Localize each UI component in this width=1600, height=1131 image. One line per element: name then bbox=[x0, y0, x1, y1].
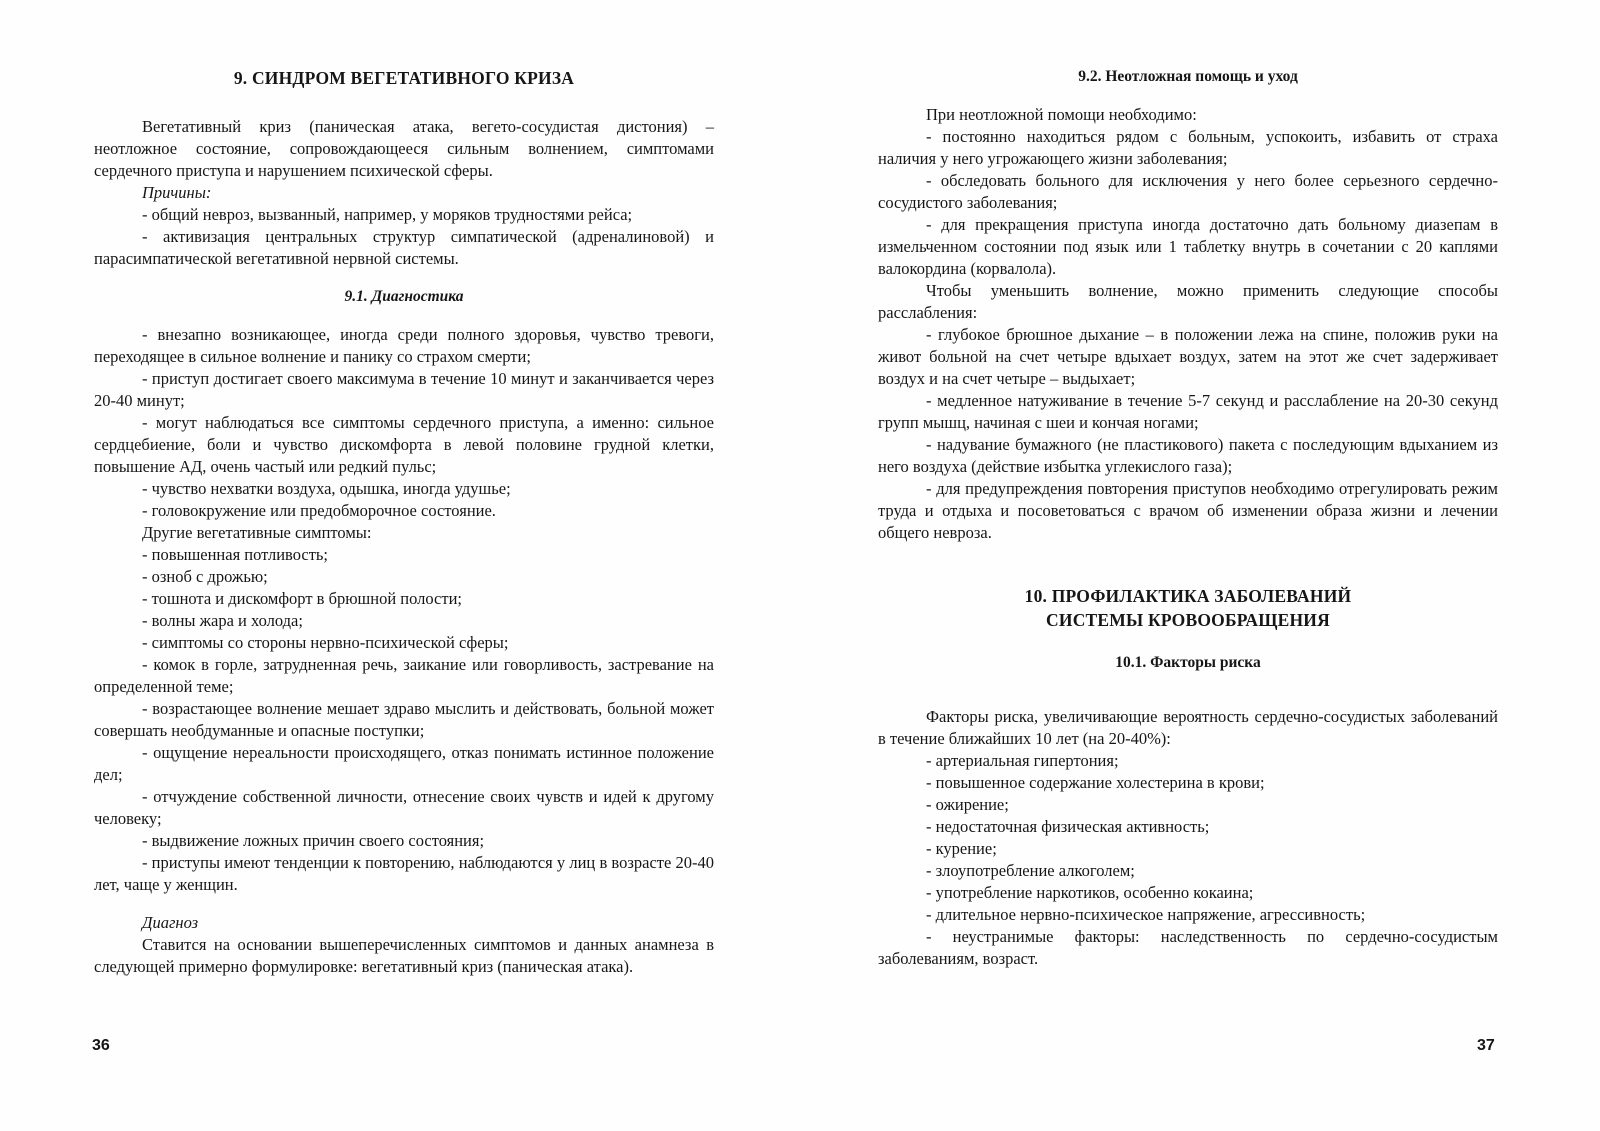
list-item: - постоянно находиться рядом с больным, успокоить, избавить от страха наличия у него угрожающего жизни заболевания; bbox=[878, 127, 1498, 168]
paragraph: Факторы риска, увеличивающие вероятность сердечно-сосудистых заболеваний в течение ближайших 10 лет (на 20-40%): bbox=[878, 707, 1498, 748]
list-item: - комок в горле, затрудненная речь, заикание или говорливость, застревание на определенной теме; bbox=[94, 655, 714, 696]
chapter-title: 9. СИНДРОМ ВЕГЕТАТИВНОГО КРИЗА bbox=[233, 68, 575, 88]
list-item: - волны жара и холода; bbox=[142, 611, 303, 630]
list-item: - обследовать больного для исключения у него более серьезного сердечно-сосудистого заболевания; bbox=[878, 171, 1498, 212]
paragraph: При неотложной помощи необходимо: bbox=[926, 105, 1197, 124]
list-item: - озноб с дрожью; bbox=[142, 567, 268, 586]
list-item: - курение; bbox=[926, 839, 997, 858]
list-item: - выдвижение ложных причин своего состояния; bbox=[142, 831, 485, 850]
page-number: 36 bbox=[92, 1037, 110, 1054]
list-item: - для предупреждения повторения приступов необходимо отрегулировать режим труда и отдыха и посоветоваться с врачом об изменении образа жизни и лечении общего невроза. bbox=[878, 479, 1498, 542]
list-item: - отчуждение собственной личности, отнесение своих чувств и идей к другому человеку; bbox=[94, 787, 714, 828]
list-item: - медленное натуживание в течение 5-7 секунд и расслабление на 20-30 секунд групп мышц, начиная с шеи и кончая ногами; bbox=[878, 391, 1498, 432]
list-item: Другие вегетативные симптомы: bbox=[142, 523, 372, 542]
subsection-title: 10.1. Факторы риска bbox=[1115, 654, 1261, 671]
list-item: - неустранимые факторы: наследственность по сердечно-сосудистым заболеваниям, возраст. bbox=[878, 927, 1498, 968]
list-item: - ожирение; bbox=[926, 795, 1009, 814]
list-item: - ощущение нереальности происходящего, отказ понимать истинное положение дел; bbox=[94, 743, 714, 784]
list-item: - злоупотребление алкоголем; bbox=[926, 861, 1135, 880]
chapter-title-line-2: СИСТЕМЫ КРОВООБРАЩЕНИЯ bbox=[1046, 610, 1330, 630]
list-item: - повышенное содержание холестерина в крови; bbox=[926, 773, 1265, 792]
chapter-title-line-1: 10. ПРОФИЛАКТИКА ЗАБОЛЕВАНИЙ bbox=[1024, 586, 1352, 606]
list-item: - повышенная потливость; bbox=[142, 545, 329, 564]
list-item: - длительное нервно-психическое напряжение, агрессивность; bbox=[926, 905, 1366, 924]
list-item: - возрастающее волнение мешает здраво мыслить и действовать, больной может совершать необдуманные и опасные поступки; bbox=[94, 699, 714, 740]
list-item: - артериальная гипертония; bbox=[926, 751, 1119, 770]
right-page bbox=[800, 0, 1600, 1131]
paragraph: Вегетативный криз (паническая атака, вегето-сосудистая дистония) – неотложное состояние, сопровождающееся сильным волнением, симптомами сердечного приступа и нарушением психической сферы. bbox=[94, 117, 714, 180]
list-item: - приступ достигает своего максимума в течение 10 минут и заканчивается через 20-40 минут; bbox=[94, 369, 714, 410]
paragraph: - активизация центральных структур симпатической (адреналиновой) и парасимпатической вегетативной нервной системы. bbox=[94, 227, 714, 268]
page-number: 37 bbox=[1477, 1037, 1495, 1054]
paragraph: - общий невроз, вызванный, например, у моряков трудностями рейса; bbox=[142, 205, 633, 224]
paragraph: Ставится на основании вышеперечисленных симптомов и данных анамнеза в следующей примерно формулировке: вегетативный криз (паническая атака). bbox=[94, 935, 714, 976]
list-item: - головокружение или предобморочное состояние. bbox=[142, 501, 496, 520]
section-title: 9.2. Неотложная помощь и уход bbox=[1078, 68, 1298, 85]
left-page-content bbox=[94, 66, 714, 978]
list-item: - глубокое брюшное дыхание – в положении лежа на спине, положив руки на живот больной на счет четыре вдыхает воздух, затем на этот же счет задерживает воздух и на счет четыре – выдыхает; bbox=[878, 325, 1498, 388]
list-item: - симптомы со стороны нервно-психической сферы; bbox=[142, 633, 509, 652]
causes-label: Причины: bbox=[142, 183, 212, 202]
right-page-content bbox=[878, 66, 1498, 970]
list-item: - приступы имеют тенденции к повторению, наблюдаются у лиц в возрасте 20-40 лет, чаще у женщин. bbox=[94, 853, 714, 894]
list-item: - тошнота и дискомфорт в брюшной полости; bbox=[142, 589, 462, 608]
paragraph: Чтобы уменьшить волнение, можно применить следующие способы расслабления: bbox=[878, 281, 1498, 322]
list-item: - чувство нехватки воздуха, одышка, иногда удушье; bbox=[142, 479, 511, 498]
list-item: - для прекращения приступа иногда достаточно дать больному диазепам в измельченном состоянии под язык или 1 таблетку внутрь в сочетании с 20 каплями валокордина (корвалола). bbox=[878, 215, 1498, 278]
list-item: - могут наблюдаться все симптомы сердечного приступа, а именно: сильное сердцебиение, боли и чувство дискомфорта в левой половине грудной клетки, повышение АД, очень частый или редкий пульс; bbox=[94, 413, 714, 476]
list-item: - недостаточная физическая активность; bbox=[926, 817, 1210, 836]
list-item: - внезапно возникающее, иногда среди полного здоровья, чувство тревоги, переходящее в сильное волнение и панику со страхом смерти; bbox=[94, 325, 714, 366]
section-title: 9.1. Диагностика bbox=[344, 288, 464, 305]
diagnosis-label: Диагноз bbox=[142, 913, 199, 932]
chapter-title bbox=[878, 584, 1498, 632]
list-item: - употребление наркотиков, особенно кокаина; bbox=[926, 883, 1254, 902]
list-item: - надувание бумажного (не пластикового) пакета с последующим вдыханием из него воздуха (действие избытка углекислого газа); bbox=[878, 435, 1498, 476]
